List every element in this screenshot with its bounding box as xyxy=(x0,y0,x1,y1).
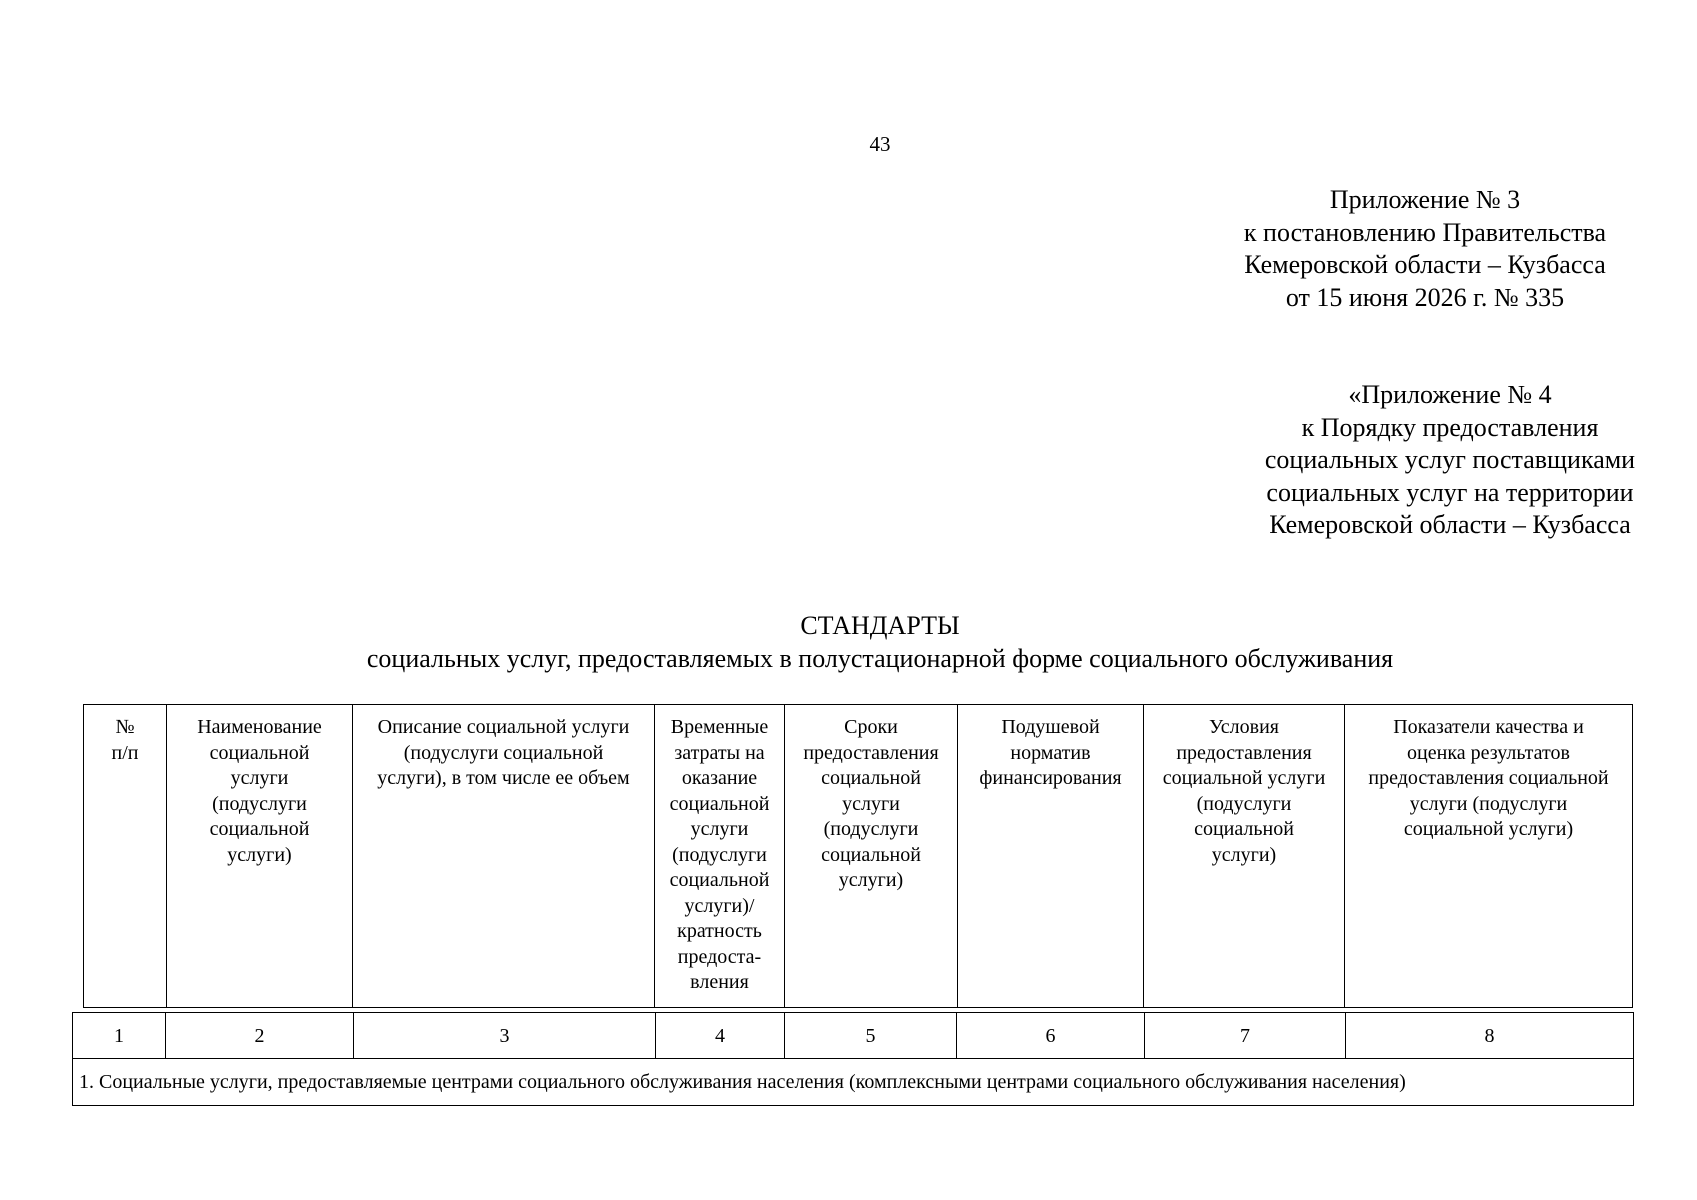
header-cell-terms: Сроки предоставления социальной услуги (подуслуги социальной услуги) xyxy=(785,705,958,1008)
standards-table-header xyxy=(83,704,1633,1008)
column-number-cell: 4 xyxy=(656,1013,785,1059)
header-cell-conditions: Условия предоставления социальной услуги (подуслуги социальной услуги) xyxy=(1144,705,1345,1008)
header-cell-quality: Показатели качества и оценка результатов предоставления социальной услуги (подуслуги социальной услуги) xyxy=(1345,705,1633,1008)
page-number: 43 xyxy=(869,132,891,156)
column-number-cell: 3 xyxy=(354,1013,656,1059)
column-number-cell: 2 xyxy=(166,1013,354,1059)
column-number-cell: 5 xyxy=(785,1013,957,1059)
appendix-4-heading xyxy=(1210,379,1690,542)
appendix-3-line: от 15 июня 2026 г. № 335 xyxy=(1285,282,1565,312)
standards-table-body xyxy=(72,1012,1634,1106)
title-subtitle: социальных услуг, предоставляемых в полустационарной форме социального обслуживания xyxy=(366,644,1394,673)
title-main: СТАНДАРТЫ xyxy=(800,611,960,640)
column-number-cell: 8 xyxy=(1346,1013,1634,1059)
header-row xyxy=(84,705,1633,1008)
appendix-4-line: Кемеровской области – Кузбасса xyxy=(1269,510,1631,539)
header-cell-funding: Подушевой норматив финансирования xyxy=(958,705,1144,1008)
section-row xyxy=(73,1059,1634,1106)
column-number-cell: 7 xyxy=(1145,1013,1346,1059)
appendix-3-line: к постановлению Правительства xyxy=(1243,217,1607,247)
column-number-row xyxy=(73,1013,1634,1059)
column-number-cell: 6 xyxy=(957,1013,1145,1059)
appendix-3-heading xyxy=(1190,184,1660,314)
header-cell-time-cost: Временные затраты на оказание социальной услуги (подуслуги социальной услуги)/ кратность предоста- вления xyxy=(655,705,785,1008)
appendix-3-line: Кемеровской области – Кузбасса xyxy=(1244,250,1606,279)
appendix-4-line: социальных услуг на территории xyxy=(1266,477,1634,507)
appendix-4-line: к Порядку предоставления xyxy=(1301,412,1599,442)
appendix-4-line: социальных услуг поставщиками xyxy=(1264,445,1636,474)
document-title xyxy=(0,609,1697,675)
header-cell-description: Описание социальной услуги (подуслуги социальной услуги), в том числе ее объем xyxy=(353,705,655,1008)
appendix-3-line: Приложение № 3 xyxy=(1329,185,1521,214)
section-heading: 1. Социальные услуги, предоставляемые центрами социального обслуживания населения (комплексными центрами социального обслуживания населения) xyxy=(73,1059,1634,1106)
column-number-cell: 1 xyxy=(73,1013,166,1059)
header-cell-service-name: Наименование социальной услуги (подуслуги социальной услуги) xyxy=(167,705,353,1008)
header-cell-number: № п/п xyxy=(84,705,167,1008)
appendix-4-line: «Приложение № 4 xyxy=(1348,380,1552,409)
